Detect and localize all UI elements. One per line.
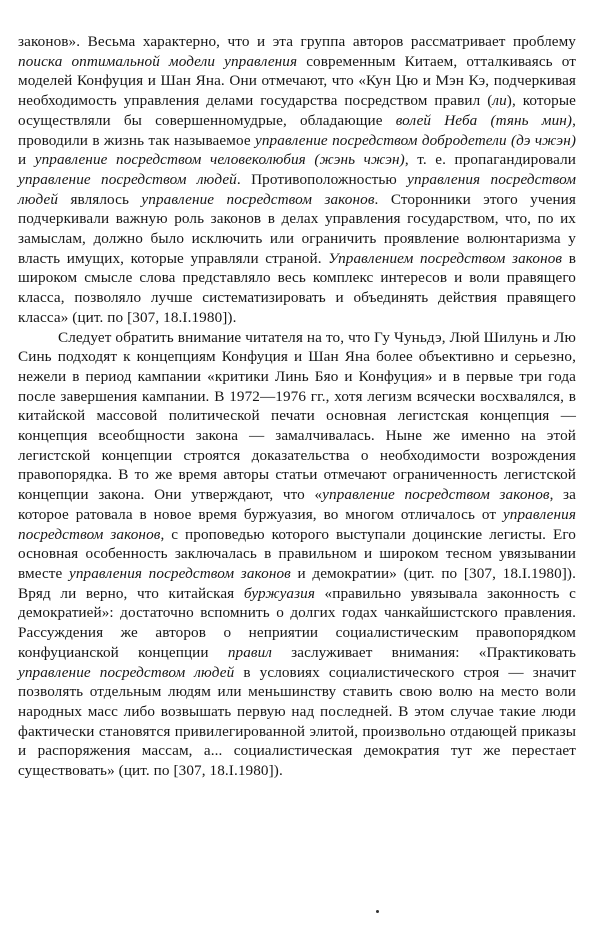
italic-phrase: управление посредством добродетели (дэ чжэн) (255, 131, 577, 149)
italic-phrase: управление посредством законов (322, 486, 550, 504)
page-dot-mark (376, 910, 379, 913)
italic-phrase: управления посредством людей (18, 170, 576, 208)
italic-phrase: буржуазия (243, 584, 315, 602)
italic-phrase: поиска оптимальной модели управления (18, 52, 298, 70)
paragraph-2 (18, 328, 576, 781)
text-run: и демократии» (цит. по [307, 18.I.1980]). Вряд ли верно, что китайская (18, 564, 576, 602)
italic-phrase: управления посредством законов (18, 505, 576, 543)
text-run: законов». Весьма характерно, что и эта группа авторов рассматривает проблему (18, 33, 576, 50)
text-run: . Сторонники этого учения подчеркивали важную роль законов в делах управления государством, что, по их замыслам, должно было исключить или ограничить проявление волюнтаризма у власть имущих, которые управляли страной. (18, 190, 576, 267)
text-run: заслуживает внимания: «Практиковать (272, 643, 577, 661)
text-run: современным Китаем, отталкиваясь от моделей Конфуция и Шан Яна. Они отмечают, что «Кун Цю и Мэн Кэ, подчеркивая необходимость управления делами государства посредством правил ( (18, 52, 576, 110)
italic-phrase: управление посредством людей (18, 663, 235, 681)
text-run: , проводили в жизнь так называемое (18, 111, 576, 149)
italic-phrase: управления посредством законов (69, 564, 291, 582)
italic-phrase: Управлением посредством законов (328, 249, 563, 267)
italic-phrase: управление посредством законов (141, 190, 375, 208)
text-run: и (18, 151, 35, 169)
text-run: Следует обратить внимание читателя на то, что Гу Чуньдэ, Люй Шилунь и Лю Синь подходят к концепциям Конфуция и Шан Яна более объективно и серьезно, нежели в период кампании «критики Линь Бяо и Конфуция» и в первые три года после завершения кампании. В 1972—1976 гг., хотя легизм всячески восхвалялся, в китайской массовой политической печати основная легистская концепция — концепция всеобщности закона — замалчивалась. Ныне же именно на этой легистской концепции строятся доказательства о необходимости возрождения правопорядка. В то же время авторы статьи отмечают ограниченность легистской концепции закона. Они утверждают, что « (18, 328, 576, 504)
italic-phrase: правил (227, 643, 273, 661)
italic-phrase: управление посредством человеколюбия (жэнь чжэн) (34, 151, 405, 169)
text-run: в условиях социалистического строя — значит позволять отдельным людям или меньшинству ставить свою волю на место воли народных масс либо возвышать первую над последней. В этом случае такие люди фактически становятся привилегированной элитой, произвольно отдающей приказы и распоряжения массам, а... социалистическая демократия тут же перестает существовать» (цит. по [307, 18.I.1980]). (18, 663, 576, 780)
text-run: ), которые осуществляли бы совершенномудрые, обладающие (18, 92, 576, 129)
text-run: , за которое ратовала в новое время буржуазия, во многом отличалось от (18, 486, 576, 523)
text-run: , т. е. пропагандировали (404, 151, 576, 169)
text-run: в широком смысле слова представляло весь комплекс интересов и воли правящего класса, позволяло лучше систематизировать и объединять действия правящего класса» (цит. по [307, 18.I.1980]). (18, 249, 576, 326)
italic-phrase: волей Неба (тянь мин) (395, 111, 573, 129)
paragraph-1 (18, 32, 576, 328)
text-run: являлось (58, 190, 142, 208)
text-run: . Противоположностью (236, 170, 408, 188)
text-run: «правильно увязывала законность с демократией»: достаточно вспомнить о долгих годах чанкайшистского правления. Рассуждения же авторов о неприятии социалистическим правопорядком конфуцианской концепции (18, 584, 576, 661)
text-run: , с проповедью которого выступали доцинские легисты. Его основная особенность заключалась в правильном и широком тесном увязывании вместе (18, 525, 576, 582)
document-page (18, 32, 576, 781)
italic-phrase: ли (492, 92, 507, 110)
italic-phrase: управление посредством людей (18, 170, 237, 188)
